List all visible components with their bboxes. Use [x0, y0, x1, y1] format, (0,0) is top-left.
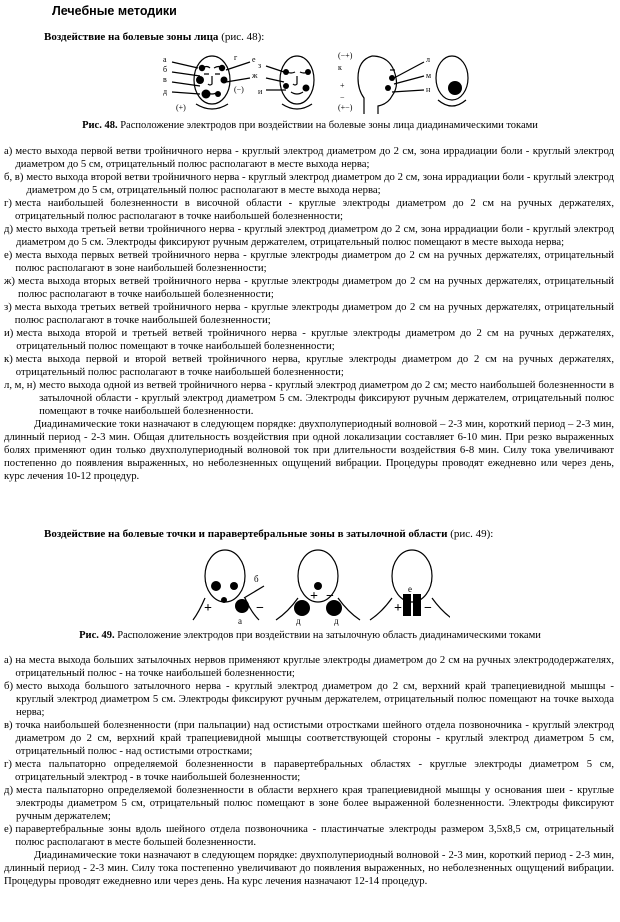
list-item-text: паравертебральные зоны вдоль шейного отдела позвоночника - пластинчатые электроды размером 3,5х8,5 см, отрицательный полюс располагают в месте большей болезненности. — [15, 823, 614, 848]
fig48-mark-minus: − — [340, 93, 345, 102]
list-item-text: места выхода первой и второй ветвей тройничного нерва, круглые электроды диаметром до 2 см на ручных держателях, отрицательный полюс располагают в точке наибольшей болезненности; — [15, 353, 614, 378]
list-item-text: место выхода второй ветви тройничного нерва - круглый электрод диаметром до 2 см, зона иррадиации боли - круглый электрод диаметром до 5 см, отрицательный полюс располагают в месте выхода нерва; — [26, 171, 614, 196]
fig49-mark-minus-3: − — [424, 601, 432, 616]
fig49-mark-plus-2: + — [310, 589, 318, 604]
list-item-text: место выхода третьей ветви тройничного нерва - круглый электрод диаметром до 2 см, зона иррадиации боли - круглый электрод диаметром до 5 см. Электроды фиксируют ручным держателем, отрицательный полюс помещают в месте выхода нерва; — [16, 223, 614, 248]
fig48-label-zh: ж — [252, 71, 258, 80]
fig49-label-d2: д — [334, 616, 339, 626]
fig49-mark-minus-2: − — [326, 589, 334, 604]
fig48-head-back — [436, 56, 468, 106]
section-1-title — [44, 31, 264, 43]
figure-49-occipital-electrodes — [190, 546, 450, 626]
section-1-figure-ref: (рис. 48): — [218, 31, 265, 43]
list-item-text: места выхода первых ветвей тройничного нерва - круглые электроды диаметром до 2 см на ручных держателях, отрицательный полюс располагают в зоне наибольшей болезненности; — [15, 249, 614, 274]
list-item-label: з) — [4, 301, 12, 313]
list-item — [4, 171, 614, 197]
list-item — [4, 145, 614, 171]
fig48-mark-plus-minus: (+−) — [338, 103, 353, 112]
fig49-label-e: е — [408, 584, 412, 594]
fig48-label-e: е — [252, 55, 256, 64]
list-item — [4, 823, 614, 849]
fig48-mark-plus: + — [340, 81, 345, 90]
list-item-label: е) — [4, 823, 13, 835]
section-2-electrode-list — [4, 654, 614, 888]
figure-49-caption-number: Рис. 49. — [79, 630, 115, 641]
fig49-label-d1: д — [296, 616, 301, 626]
section-1-electrode-list — [4, 145, 614, 483]
list-item — [4, 327, 614, 353]
figure-49-caption — [0, 630, 620, 641]
section-1-title-text: Воздействие на болевые зоны лица — [44, 31, 219, 43]
fig48-head-profile — [358, 56, 424, 114]
list-item — [4, 680, 614, 719]
list-item — [4, 784, 614, 823]
list-item-label: е) — [4, 249, 13, 261]
list-item-label: б, в) — [4, 171, 24, 183]
section-2-figure-ref: (рис. 49): — [447, 528, 494, 540]
fig48-label-d: д — [163, 87, 168, 96]
list-item — [4, 275, 614, 301]
fig48-mark-minus-paren: (−) — [234, 85, 244, 94]
list-item-text: место выхода одной из ветвей тройничного нерва - круглый электрод диаметром до 2 см; место наибольшей болезненности в затылочной области - круглый электрод диаметром 5 см. Электроды фиксируют ручным держателем, отрицательный полюс помещают в точке наибольшей болезненности. — [39, 379, 614, 417]
list-item — [4, 249, 614, 275]
fig48-label-b: б — [163, 65, 168, 74]
list-item — [4, 223, 614, 249]
list-item-label: г) — [4, 758, 12, 770]
list-item — [4, 353, 614, 379]
fig48-label-v: в — [163, 75, 167, 84]
list-item-label: а) — [4, 654, 13, 666]
list-item — [4, 654, 614, 680]
list-item-label: б) — [4, 680, 13, 692]
fig49-label-a: а — [238, 616, 242, 626]
fig48-mark-plus-paren: (+) — [176, 103, 186, 112]
list-item-text: место выхода большого затылочного нерва - круглый электрод диаметром до 2 см, верхний край трапециевидной мышцы - круглый электрод диаметром 5 см. Электроды фиксируют ручным держателем, отрицательный полюс помещают на точке выхода нерва; — [16, 680, 614, 718]
fig49-label-b: б — [254, 574, 259, 584]
list-item-label: ж) — [4, 275, 15, 287]
list-item-text: места пальпаторно определяемой болезненности в области верхнего края трапециевидной мышцы у основания шеи - круглые электроды диаметром 5 см, отрицательный полюс помещают в зоне более выраженной болезненности. Электроды фиксируют ручным держателем; — [16, 784, 614, 822]
section-1-procedure-paragraph: Диадинамические токи назначают в следующем порядке: двухполупериодный волновой – 2-3 мин, короткий период – 2-3 мин, длинный период - 2-3 мин. Общая длительность воздействия при одной локализации составляет 6-10 мин. При резко выраженных болях применяют один только двухполупериодный волновой ток при длительности воздействия 6-8 мин. Силу тока увеличивают постепенно до появления выраженных, но неболезненных ощущений вибрации. Процедуры проводят ежедневно или через день, курс лечения 10-12 процедур. — [4, 418, 614, 482]
list-item-label: д) — [4, 223, 13, 235]
list-item-text: места выхода второй и третьей ветвей тройничного нерва - круглые электроды диаметром до 2 см на ручных держателях, отрицательный полюс помещают в точке наибольшей болезненности; — [16, 327, 614, 352]
fig48-label-i: и — [258, 87, 263, 96]
fig48-head-frontal — [172, 56, 250, 109]
fig48-label-m: м — [426, 71, 432, 80]
list-item-label: к) — [4, 353, 13, 365]
list-item — [4, 379, 614, 418]
list-item-text: места выхода третьих ветвей тройничного нерва - круглые электроды диаметром до 2 см на ручных держателях, отрицательный полюс располагают в точке наибольшей болезненности; — [14, 301, 614, 326]
list-item-text: место выхода первой ветви тройничного нерва - круглый электрод диаметром до 2 см, зона иррадиации боли - круглый электрод диаметром до 5 см, отрицательный полюс располагают в месте выхода нерва; — [15, 145, 614, 170]
list-item-label: г) — [4, 197, 12, 209]
list-item-label: л, м, н) — [4, 379, 37, 391]
figure-48-caption-number: Рис. 48. — [82, 120, 118, 131]
list-item-label: д) — [4, 784, 13, 796]
list-item — [4, 719, 614, 758]
fig48-label-n: н — [426, 85, 431, 94]
figure-48-face-electrodes — [162, 48, 472, 116]
page-heading: Лечебные методики — [52, 4, 177, 18]
fig48-label-k: к — [338, 63, 342, 72]
fig49-mark-plus-1: + — [204, 601, 212, 616]
list-item-text: места пальпаторно определяемой болезненности в паравертебральных областях - круглые электроды диаметром 5 см, отрицательный электрод - в точке наибольшей болезненности; — [14, 758, 614, 783]
figure-49-caption-text: Расположение электродов при воздействии на затылочную область диадинамическими токами — [114, 630, 541, 641]
fig48-label-a: а — [163, 55, 167, 64]
section-2-procedure-paragraph: Диадинамические токи назначают в следующем порядке: двухполупериодный волновой - 2-3 мин, короткий период - 2-3 мин, длинный период - 2-3 мин. Силу тока постепенно увеличивают до появления выраженных, но неболезненных ощущений вибрации. Процедуры проводят ежедневно или через день. На курс лечения назначают 12-14 процедур. — [4, 849, 614, 887]
list-item-label: а) — [4, 145, 13, 157]
fig48-label-g: г — [234, 53, 238, 62]
list-item — [4, 197, 614, 223]
list-item-text: места наибольшей болезненности в височной области - круглые электроды диаметром до 2 см на ручных держателях, отрицательный полюс располагают в точке наибольшей болезненности; — [14, 197, 614, 222]
list-item-text: на места выхода больших затылочных нервов применяют круглые электроды диаметром до 2 см на ручных электрододержателях, отрицательный полюс - на точке наибольшей болезненности; — [15, 654, 614, 679]
list-item — [4, 758, 614, 784]
fig48-head-frontal-2 — [266, 56, 314, 109]
fig48-label-l: л — [426, 55, 430, 64]
fig49-mark-plus-3: + — [394, 601, 402, 616]
list-item-text: точка наибольшей болезненности (при пальпации) над остистыми отростками шейного отдела позвоночника - круглый электрод диаметром до 2 см, верхний край трапециевидной мышцы соответствующей стороны - круглый электрод диаметром 5 см, отрицательный полюс - над остистыми отростками; — [15, 719, 614, 757]
section-2-title — [44, 528, 493, 540]
fig49-mark-minus-1: − — [256, 601, 264, 616]
fig48-mark-minus-plus: (−+) — [338, 51, 353, 60]
figure-48-caption — [0, 120, 620, 131]
list-item — [4, 301, 614, 327]
list-item-text: места выхода вторых ветвей тройничного нерва - круглые электроды диаметром до 2 см на ручных держателях, отрицательный полюс располагают в точке наибольшей болезненности; — [17, 275, 614, 300]
section-2-title-text: Воздействие на болевые точки и паравертебральные зоны в затылочной области — [44, 528, 448, 540]
fig48-label-z: з — [258, 61, 262, 70]
list-item-label: и) — [4, 327, 14, 339]
figure-48-caption-text: Расположение электродов при воздействии на болевые зоны лица диадинамическими токами — [117, 120, 538, 131]
list-item-label: в) — [4, 719, 13, 731]
